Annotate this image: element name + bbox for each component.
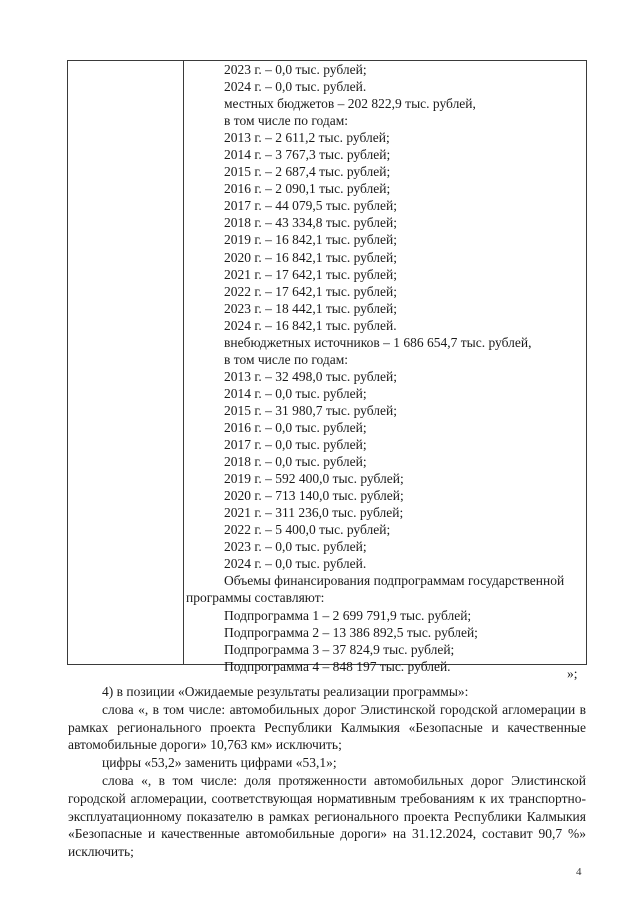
table-line: 2013 г. – 32 498,0 тыс. рублей; <box>224 368 397 384</box>
table-line: местных бюджетов – 202 822,9 тыс. рублей, <box>224 96 476 112</box>
table-line: 2015 г. – 2 687,4 тыс. рублей; <box>224 164 391 180</box>
table-line: внебюджетных источников – 1 686 654,7 тыс. рублей, <box>224 334 532 350</box>
table-line: 2017 г. – 44 079,5 тыс. рублей; <box>224 198 397 214</box>
amendment-paragraph-3: слова «, в том числе: доля протяженности автомобильных дорог Элистинской городской агломерации, соответствующая нормативным требованиям к их транспортно-эксплуатационному показателю в рамках регионального проекта Республики Калмыкия «Безопасные и качественные автомобильные дороги» на 31.12.2024, составит 90,7 %» исключить; <box>68 772 586 860</box>
quote-closer: »; <box>567 666 578 681</box>
table-line: в том числе по годам: <box>224 113 349 129</box>
amendment-paragraph-2: цифры «53,2» заменить цифрами «53,1»; <box>102 755 337 771</box>
table-column-divider <box>183 60 184 664</box>
table-line: 2020 г. – 16 842,1 тыс. рублей; <box>224 249 397 265</box>
table-line: 2023 г. – 0,0 тыс. рублей; <box>224 539 367 555</box>
table-line: 2020 г. – 713 140,0 тыс. рублей; <box>224 488 404 504</box>
subprogram-line: Подпрограмма 1 – 2 699 791,9 тыс. рублей; <box>224 607 472 623</box>
subprogram-line: Подпрограмма 3 – 37 824,9 тыс. рублей; <box>224 641 455 657</box>
table-line: 2017 г. – 0,0 тыс. рублей; <box>224 437 367 453</box>
amendment-paragraph-1: слова «, в том числе: автомобильных дорог Элистинской городской агломерации в рамках регионального проекта Республики Калмыкия «Безопасные и качественные автомобильные дороги» 10,763 км» исключить; <box>68 701 586 753</box>
table-line: 2024 г. – 0,0 тыс. рублей. <box>224 79 367 95</box>
table-line: 2014 г. – 0,0 тыс. рублей; <box>224 385 367 401</box>
table-line: 2023 г. – 18 442,1 тыс. рублей; <box>224 300 397 316</box>
table-line: 2024 г. – 16 842,1 тыс. рублей. <box>224 317 397 333</box>
table-line: 2016 г. – 0,0 тыс. рублей; <box>224 419 367 435</box>
page-number: 4 <box>576 866 582 878</box>
table-line: 2013 г. – 2 611,2 тыс. рублей; <box>224 130 390 146</box>
table-line: 2019 г. – 16 842,1 тыс. рублей; <box>224 232 397 248</box>
table-line: 2014 г. – 3 767,3 тыс. рублей; <box>224 147 391 163</box>
item-4-heading: 4) в позиции «Ожидаемые результаты реализации программы»: <box>102 684 469 699</box>
table-line: 2016 г. – 2 090,1 тыс. рублей; <box>224 181 391 197</box>
table-line: 2018 г. – 43 334,8 тыс. рублей; <box>224 215 397 231</box>
table-right-cell <box>186 61 581 675</box>
table-line: 2015 г. – 31 980,7 тыс. рублей; <box>224 402 397 418</box>
financing-heading-line-1: Объемы финансирования подпрограммам государственной <box>224 573 565 589</box>
financing-heading-line-2: программы составляют: <box>186 590 325 606</box>
table-line: 2021 г. – 311 236,0 тыс. рублей; <box>224 505 404 521</box>
table-line: 2022 г. – 17 642,1 тыс. рублей; <box>224 283 397 299</box>
table-line: 2019 г. – 592 400,0 тыс. рублей; <box>224 471 404 487</box>
subprogram-line: Подпрограмма 2 – 13 386 892,5 тыс. рублей; <box>224 624 478 640</box>
table-line: 2018 г. – 0,0 тыс. рублей; <box>224 454 367 470</box>
table-line: 2024 г. – 0,0 тыс. рублей. <box>224 556 367 572</box>
table-line: 2023 г. – 0,0 тыс. рублей; <box>224 62 367 77</box>
table-line: 2021 г. – 17 642,1 тыс. рублей; <box>224 266 397 282</box>
table-line: 2022 г. – 5 400,0 тыс. рублей; <box>224 522 391 538</box>
table-line: в том числе по годам: <box>224 351 349 367</box>
amendments-text <box>68 683 586 861</box>
subprogram-line: Подпрограмма 4 – 848 197 тыс. рублей. <box>224 658 451 674</box>
